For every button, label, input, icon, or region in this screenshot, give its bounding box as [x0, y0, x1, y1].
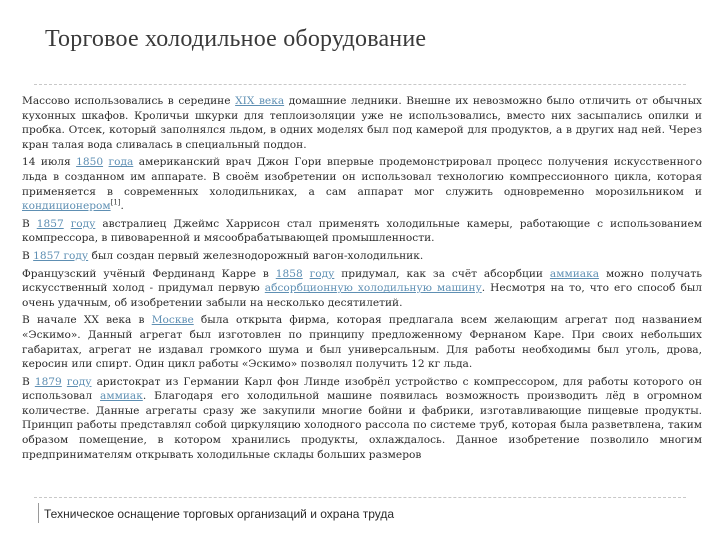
- page-title: Торговое холодильное оборудование: [45, 26, 427, 52]
- inline-link[interactable]: 1858: [275, 267, 303, 280]
- text-run: 14 июля: [22, 156, 77, 169]
- inline-link[interactable]: 1857: [36, 217, 64, 230]
- article-body: [22, 94, 702, 462]
- paragraph: [22, 375, 702, 463]
- inline-link[interactable]: 1850: [76, 156, 104, 169]
- text-run: [303, 268, 310, 280]
- paragraph: [22, 217, 702, 246]
- inline-link[interactable]: абсорбционную холодильную машину: [264, 282, 482, 295]
- text-run: был создан первый железнодорожный вагон-холодильник.: [88, 249, 424, 262]
- text-run: . Благодаря его холодильной машине появилась возможность производить лёд в огромном количестве. Данные агрегаты сразу же закупили многие бойни и фабрики, изготавливающие пищевые продукты. Принцип работы представлял собой циркуляцию холодного рассола по системе труб, которая была разветвлена, таким образом помещение, в котором хранились продукты, охлаждалось. Данное изобретение позволило многим предпринимателям открывать холодильные склады больших размеров: [22, 390, 703, 461]
- inline-link[interactable]: аммиака: [549, 267, 600, 280]
- paragraph: [22, 249, 702, 264]
- text-run: В: [22, 217, 37, 230]
- text-run: . Несмотря на то, что его способ был очень удачным, об изобретении забыли на несколько десятилетий.: [22, 282, 702, 309]
- text-run: [64, 218, 71, 230]
- paragraph: [22, 313, 702, 371]
- inline-link[interactable]: году: [309, 267, 335, 280]
- inline-link[interactable]: года: [108, 156, 134, 169]
- inline-link[interactable]: XIX века: [235, 95, 285, 107]
- text-run: американский врач Джон Гори впервые продемонстрировал процесс получения искусственного льда в созданном им аппарате. В своём изобретении он использовал технологию компрессионного цикла, которая применяется в современных холодильниках, а сам аппарат мог служить одновременно морозильником и: [22, 156, 702, 198]
- top-divider: [34, 84, 686, 85]
- paragraph: [22, 94, 702, 152]
- text-run: В начале XX века в: [22, 314, 152, 327]
- text-run: придумал, как за счёт абсорбции: [334, 267, 550, 280]
- inline-link[interactable]: году: [66, 375, 92, 388]
- inline-link[interactable]: кондиционером: [22, 200, 111, 213]
- text-run: Массово использовались в середине: [22, 95, 236, 107]
- text-run: В: [22, 249, 34, 262]
- footer-caption: Техническое оснащение торговых организаций и охрана труда: [44, 507, 395, 521]
- inline-link[interactable]: аммиак: [100, 390, 143, 403]
- inline-link[interactable]: году: [70, 217, 96, 230]
- bottom-divider: [34, 497, 686, 498]
- inline-link[interactable]: 1879: [34, 375, 62, 388]
- inline-link[interactable]: Москве: [151, 314, 194, 327]
- text-run: домашние ледники. Внешне их невозможно было отличить от обычных кухонных шкафов. Кроличьи шкурки для теплоизоляции уже не использовались, вместо них засыпались опилки и пробка. Отсек, который заполнялся льдом, в одних моделях был под камерой для продуктов, а в других над ней. Через кран талая вода сливалась в специальный поддон.: [22, 95, 702, 151]
- text-run: австралиец Джеймс Харрисон стал применять холодильные камеры, работающие с использованием компрессора, в пивоваренной и мясообрабатывающей промышленности.: [22, 217, 703, 245]
- text-run: Французский учёный Фердинанд Карре в: [22, 267, 276, 280]
- inline-link[interactable]: 1857 году: [33, 249, 89, 262]
- text-run: можно получать искусственный холод - придумал первую: [22, 267, 702, 295]
- text-run: .: [120, 200, 124, 213]
- paragraph: [22, 267, 702, 311]
- footer-accent-bar: [38, 503, 39, 523]
- text-run: была открыта фирма, которая предлагала всем желающим агрегат под названием «Эскимо». Данный агрегат был изготовлен по принципу предложенному Фернаном Каре. При своих небольших габаритах, агрегат не издавал громкого шума и был универсальным. Для работы необходимы был уголь, дрова, керосин или спирт. Один цикл работы «Эскимо» позволял получить 12 кг льда.: [22, 314, 702, 371]
- paragraph: [22, 155, 702, 213]
- text-run: аристократ из Германии Карл фон Линде изобрёл устройство с компрессором, для работы которого он использовал: [22, 375, 703, 403]
- footnote-ref[interactable]: [1]: [110, 198, 121, 207]
- text-run: В: [22, 375, 35, 388]
